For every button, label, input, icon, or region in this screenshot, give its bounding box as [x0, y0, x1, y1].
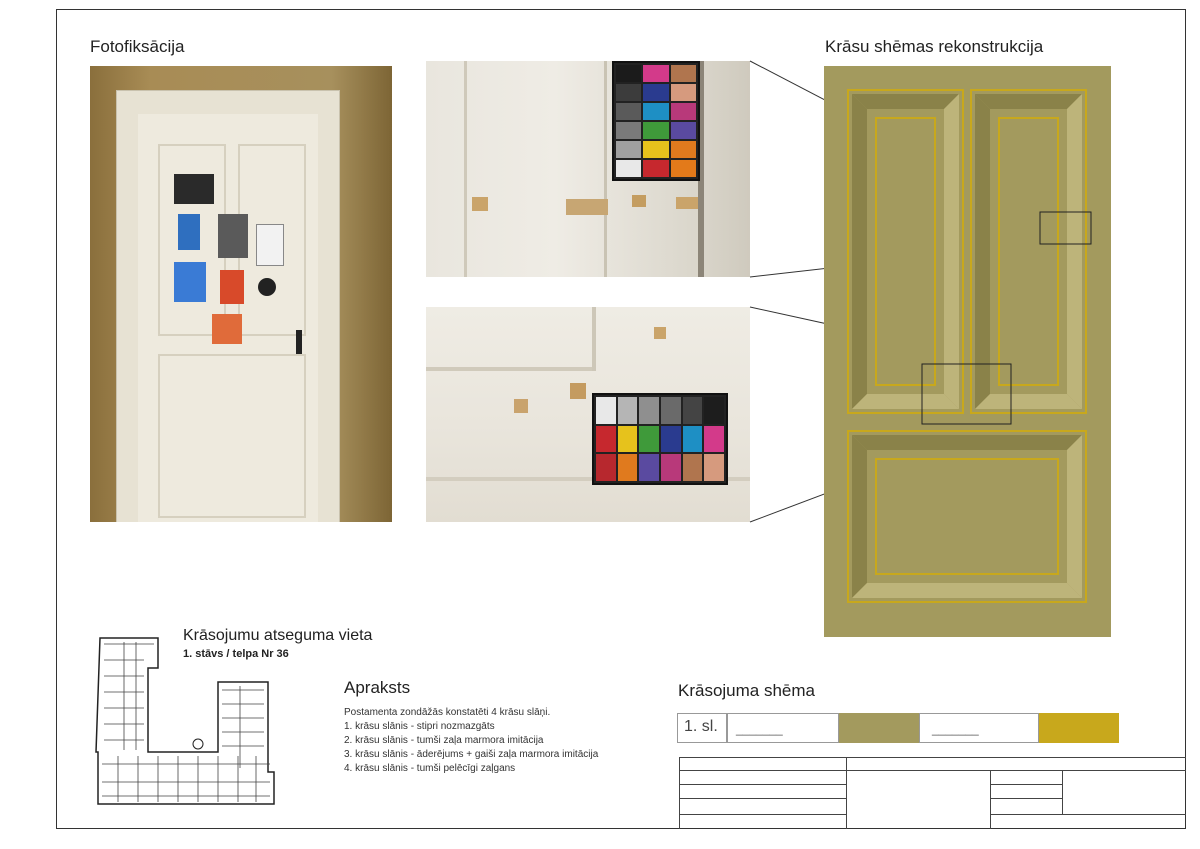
scheme-title: Krāsojuma shēma [678, 681, 816, 700]
description-title: Apraksts [344, 678, 411, 697]
location-subtitle: 1. stāvs / telpa Nr 36 [183, 648, 289, 660]
description-line: 2. krāsu slānis - tumši zaļa marmora imitācija [344, 735, 544, 746]
layer-label: 1. sl. [677, 713, 727, 743]
reconstruction-section-title: Krāsu shēmas rekonstrukcija [825, 37, 1044, 56]
door-color-reconstruction [824, 66, 1111, 637]
description-line: 1. krāsu slānis - stipri nozmazgāts [344, 721, 495, 732]
swatch-door-base [839, 713, 919, 743]
scheme-swatch-row [677, 713, 1119, 743]
location-title: Krāsojumu atseguma vieta [183, 627, 373, 644]
description-line: 4. krāsu slānis - tumši pelēcīgi zaļgans [344, 763, 516, 774]
title-block [679, 757, 1186, 829]
swatch-accent-yellow [1039, 713, 1119, 743]
swatch-blank-2: _______ [919, 713, 1039, 743]
description-line: Postamenta zondāžās konstatēti 4 krāsu slāņi. [344, 707, 551, 718]
description-list [344, 706, 674, 776]
photo-section-title: Fotofiksācija [90, 37, 185, 56]
description-line: 3. krāsu slānis - āderējums + gaiši zaļa marmora imitācija [344, 749, 599, 760]
swatch-blank-1: _______ [727, 713, 839, 743]
